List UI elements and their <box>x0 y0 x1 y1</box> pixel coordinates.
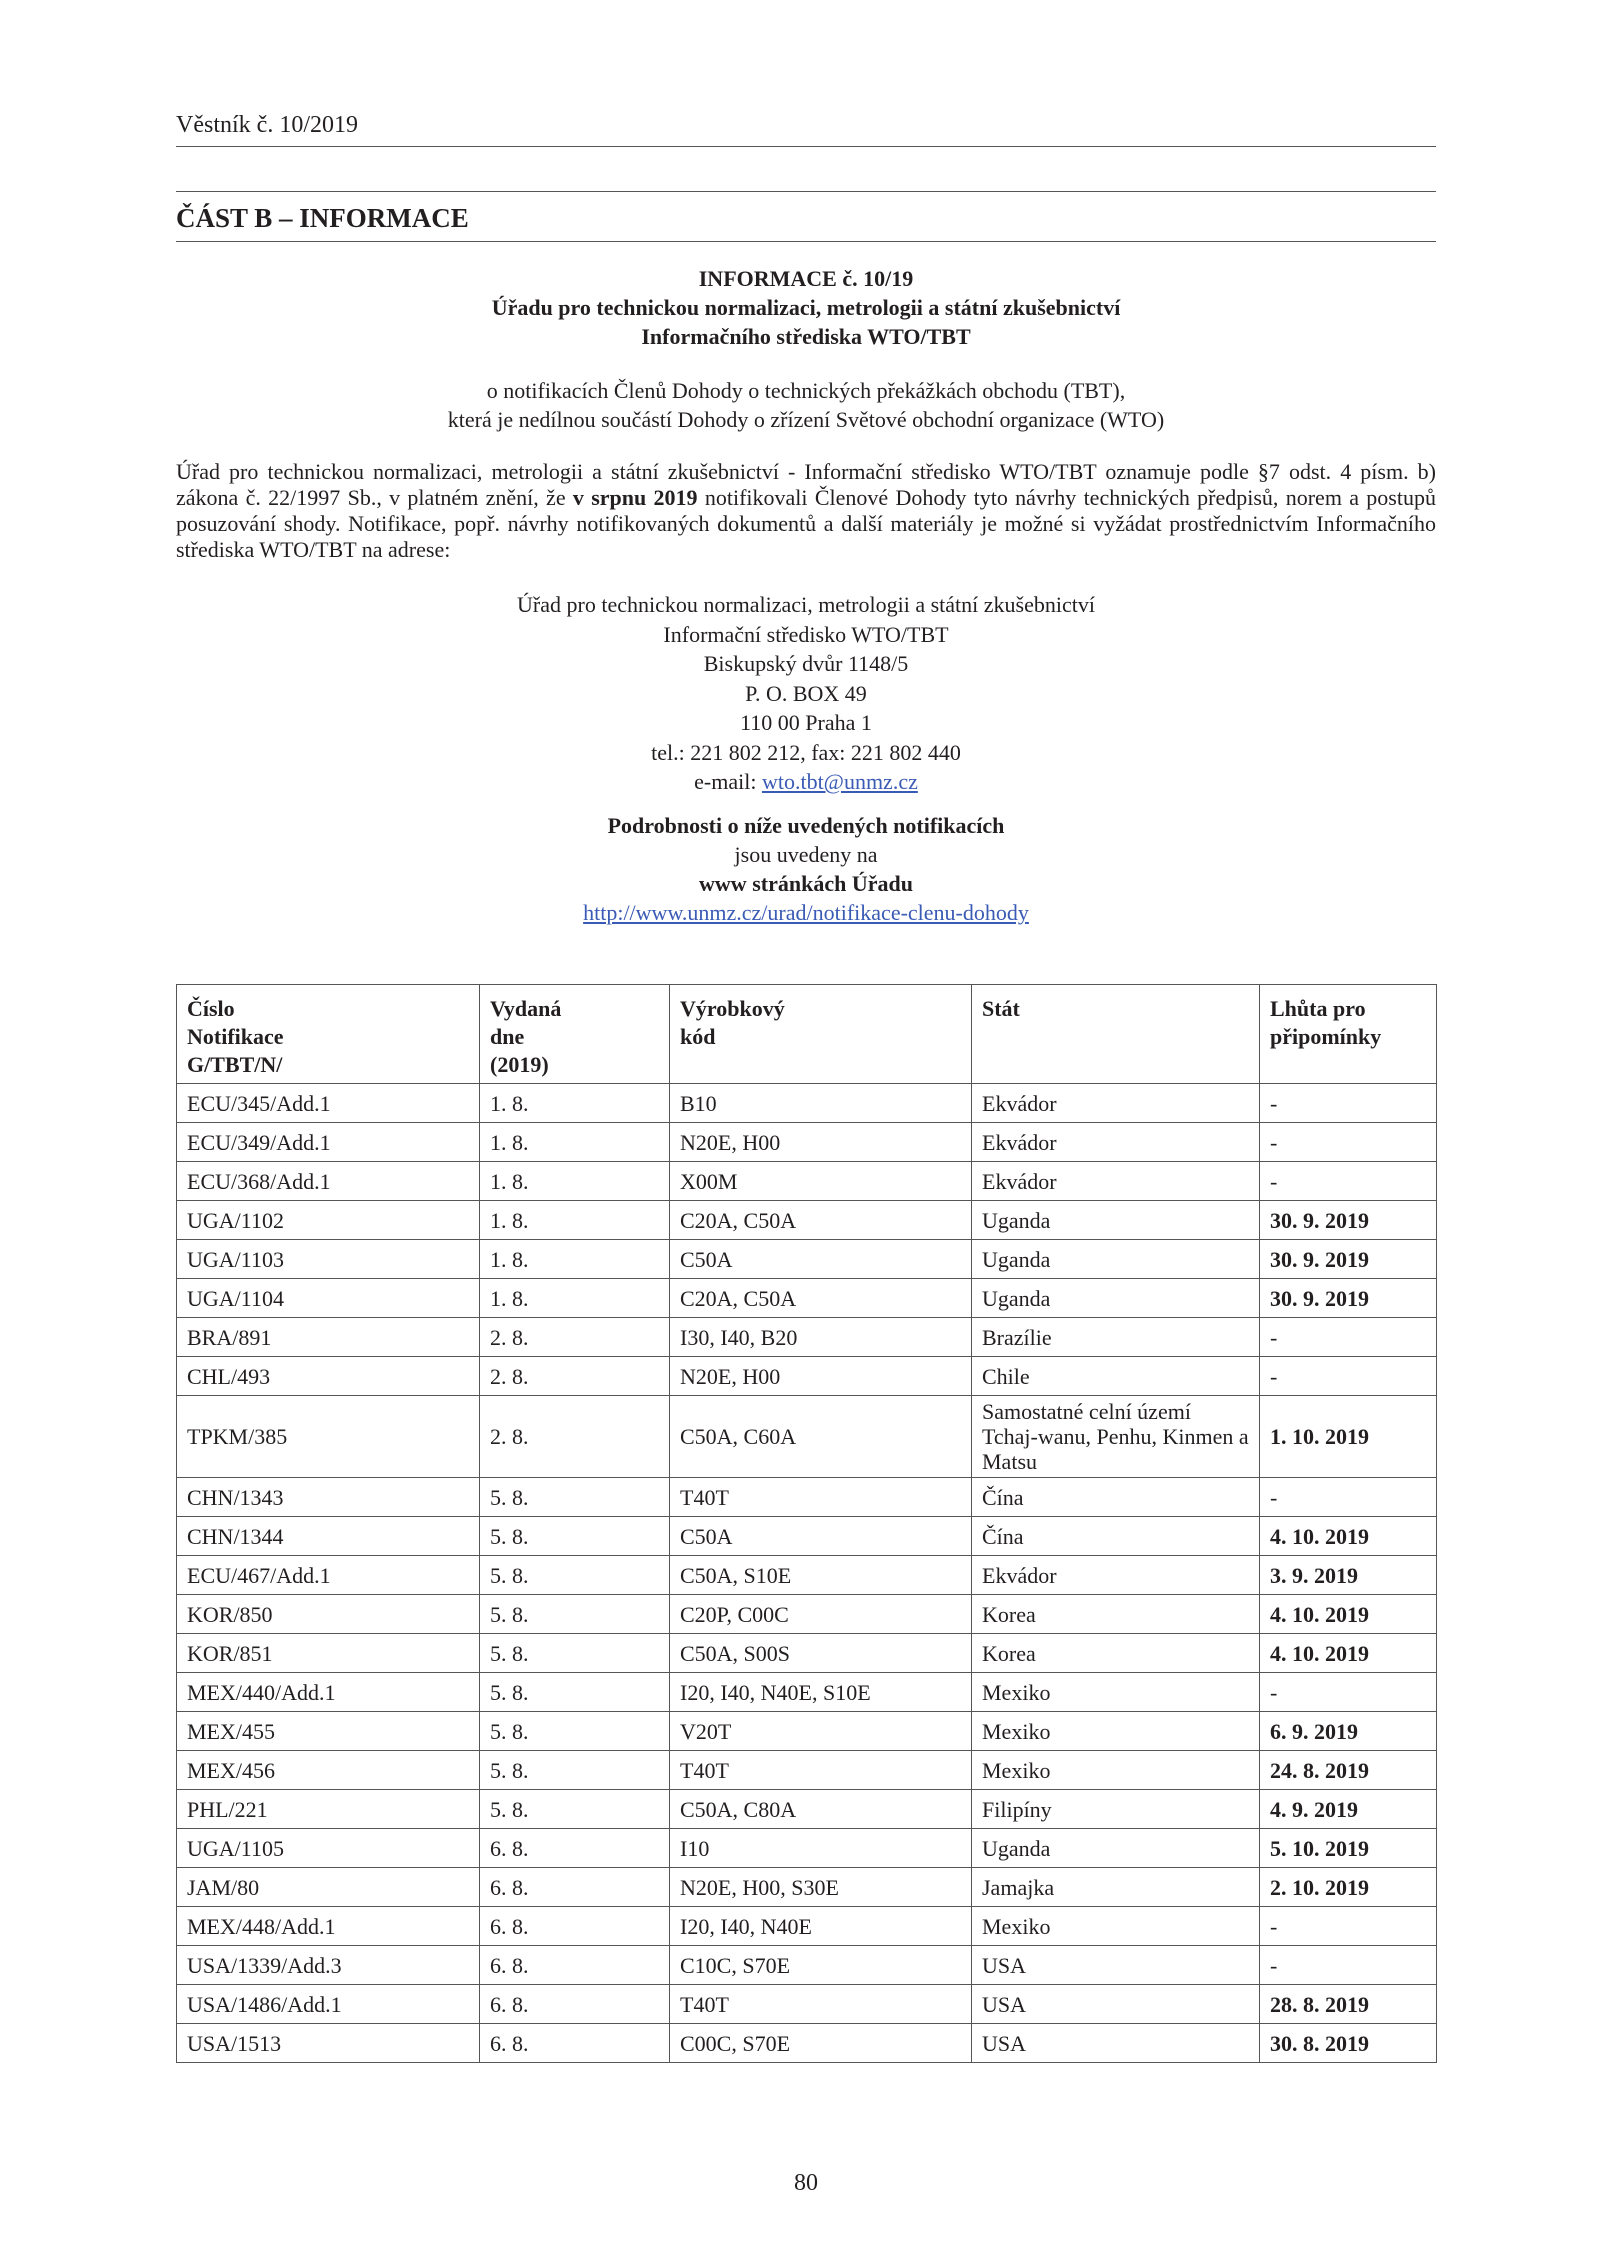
cell-state: Čína <box>972 1517 1260 1556</box>
cell-issued-date: 6. 8. <box>480 1829 670 1868</box>
cell-product-code: I20, I40, N40E, S10E <box>670 1673 972 1712</box>
cell-product-code: I20, I40, N40E <box>670 1907 972 1946</box>
section-rule-bottom <box>176 241 1436 242</box>
header-line: připomínky <box>1270 1024 1382 1049</box>
cell-state: Mexiko <box>972 1712 1260 1751</box>
cell-comment-deadline: - <box>1260 1357 1437 1396</box>
table-row <box>177 1279 1437 1318</box>
cell-notification-number: JAM/80 <box>177 1868 480 1907</box>
cell-notification-number: TPKM/385 <box>177 1396 480 1478</box>
intro-text: Úřad pro technickou normalizaci, metrologii a státní zkušebnictví - Informační středisko WTO/TBT oznamuje podle §7 odst. 4 písm. b) zákona č. 22/1997 Sb., v platném znění, že <box>176 459 1436 510</box>
cell-issued-date: 5. 8. <box>480 1478 670 1517</box>
cell-comment-deadline: 4. 10. 2019 <box>1260 1634 1437 1673</box>
cell-notification-number: CHN/1343 <box>177 1478 480 1517</box>
cell-issued-date: 2. 8. <box>480 1318 670 1357</box>
cell-product-code: V20T <box>670 1712 972 1751</box>
cell-notification-number: UGA/1103 <box>177 1240 480 1279</box>
table-row <box>177 1084 1437 1123</box>
page-number: 80 <box>794 2170 818 2196</box>
cell-issued-date: 6. 8. <box>480 1868 670 1907</box>
cell-issued-date: 5. 8. <box>480 1673 670 1712</box>
address-line: tel.: 221 802 212, fax: 221 802 440 <box>651 739 961 765</box>
cell-issued-date: 6. 8. <box>480 1985 670 2024</box>
cell-comment-deadline: 28. 8. 2019 <box>1260 1985 1437 2024</box>
cell-product-code: T40T <box>670 1478 972 1517</box>
section-rule-top <box>176 191 1436 192</box>
cell-product-code: C50A, C80A <box>670 1790 972 1829</box>
header-line: dne <box>490 1024 525 1049</box>
cell-product-code: C50A, S00S <box>670 1634 972 1673</box>
cell-comment-deadline: 3. 9. 2019 <box>1260 1556 1437 1595</box>
header-line: Číslo <box>187 996 235 1021</box>
email-link[interactable]: wto.tbt@unmz.cz <box>761 769 918 794</box>
table-row <box>177 1907 1437 1946</box>
table-row <box>177 1946 1437 1985</box>
cell-comment-deadline: 30. 9. 2019 <box>1260 1240 1437 1279</box>
cell-comment-deadline: - <box>1260 1162 1437 1201</box>
cell-state: USA <box>972 1946 1260 1985</box>
cell-comment-deadline: 2. 10. 2019 <box>1260 1868 1437 1907</box>
header-product-code <box>670 985 972 1084</box>
info-office: Úřadu pro technickou normalizaci, metrologii a státní zkušebnictví <box>491 295 1121 320</box>
address-line: 110 00 Praha 1 <box>740 710 872 735</box>
cell-issued-date: 5. 8. <box>480 1790 670 1829</box>
cell-product-code: T40T <box>670 1751 972 1790</box>
cell-state: Mexiko <box>972 1673 1260 1712</box>
cell-state: Mexiko <box>972 1907 1260 1946</box>
cell-issued-date: 5. 8. <box>480 1556 670 1595</box>
cell-product-code: C20A, C50A <box>670 1279 972 1318</box>
cell-comment-deadline: 4. 10. 2019 <box>1260 1517 1437 1556</box>
cell-issued-date: 1. 8. <box>480 1162 670 1201</box>
table-row <box>177 1790 1437 1829</box>
cell-notification-number: MEX/440/Add.1 <box>177 1673 480 1712</box>
address-line: Informační středisko WTO/TBT <box>663 621 949 647</box>
table-row <box>177 2024 1437 2063</box>
header-line: Výrobkový <box>680 996 785 1021</box>
cell-product-code: C20A, C50A <box>670 1201 972 1240</box>
table-row <box>177 1162 1437 1201</box>
cell-product-code: C00C, S70E <box>670 2024 972 2063</box>
table-row <box>177 1634 1437 1673</box>
info-subtitle-line: o notifikacích Členů Dohody o technických překážkách obchodu (TBT), <box>486 378 1126 403</box>
table-body <box>177 1084 1437 2063</box>
cell-notification-number: UGA/1105 <box>177 1829 480 1868</box>
cell-state: Korea <box>972 1634 1260 1673</box>
cell-comment-deadline: 4. 10. 2019 <box>1260 1595 1437 1634</box>
cell-comment-deadline: 30. 9. 2019 <box>1260 1201 1437 1240</box>
cell-notification-number: ECU/349/Add.1 <box>177 1123 480 1162</box>
cell-product-code: I30, I40, B20 <box>670 1318 972 1357</box>
table-row <box>177 1517 1437 1556</box>
table-row <box>177 1751 1437 1790</box>
table-row <box>177 1829 1437 1868</box>
table-row <box>177 1673 1437 1712</box>
table-row <box>177 1201 1437 1240</box>
cell-state: Samostatné celní území Tchaj-wanu, Penhu, Kinmen a Matsu <box>972 1396 1260 1478</box>
intro-paragraph <box>176 459 1436 563</box>
cell-notification-number: USA/1339/Add.3 <box>177 1946 480 1985</box>
cell-state: Ekvádor <box>972 1123 1260 1162</box>
cell-comment-deadline: - <box>1260 1084 1437 1123</box>
cell-notification-number: MEX/448/Add.1 <box>177 1907 480 1946</box>
cell-product-code: C50A <box>670 1517 972 1556</box>
cell-issued-date: 5. 8. <box>480 1595 670 1634</box>
cell-notification-number: ECU/345/Add.1 <box>177 1084 480 1123</box>
cell-product-code: C50A, S10E <box>670 1556 972 1595</box>
cell-issued-date: 1. 8. <box>480 1279 670 1318</box>
cell-product-code: C20P, C00C <box>670 1595 972 1634</box>
table-row <box>177 1595 1437 1634</box>
cell-product-code: X00M <box>670 1162 972 1201</box>
details-text: jsou uvedeny na <box>734 842 878 867</box>
details-web: www stránkách Úřadu <box>699 871 913 896</box>
header-comment-deadline <box>1260 985 1437 1084</box>
cell-issued-date: 6. 8. <box>480 1907 670 1946</box>
cell-notification-number: BRA/891 <box>177 1318 480 1357</box>
cell-comment-deadline: - <box>1260 1478 1437 1517</box>
header-issued-date <box>480 985 670 1084</box>
cell-product-code: C50A <box>670 1240 972 1279</box>
table-row <box>177 1985 1437 2024</box>
details-block <box>176 811 1436 927</box>
cell-comment-deadline: 30. 8. 2019 <box>1260 2024 1437 2063</box>
cell-product-code: N20E, H00 <box>670 1123 972 1162</box>
info-heading <box>176 264 1436 351</box>
cell-notification-number: KOR/850 <box>177 1595 480 1634</box>
cell-notification-number: MEX/455 <box>177 1712 480 1751</box>
cell-notification-number: PHL/221 <box>177 1790 480 1829</box>
header-rule <box>176 146 1436 147</box>
cell-state: Ekvádor <box>972 1162 1260 1201</box>
cell-issued-date: 5. 8. <box>480 1634 670 1673</box>
header-line: kód <box>680 1024 716 1049</box>
header-line: G/TBT/N/ <box>187 1052 283 1077</box>
notification-table <box>176 984 1437 2063</box>
info-centre: Informačního střediska WTO/TBT <box>641 324 971 349</box>
cell-notification-number: MEX/456 <box>177 1751 480 1790</box>
cell-issued-date: 5. 8. <box>480 1712 670 1751</box>
cell-issued-date: 6. 8. <box>480 1946 670 1985</box>
cell-product-code: C10C, S70E <box>670 1946 972 1985</box>
info-subtitle-line: která je nedílnou součástí Dohody o zřízení Světové obchodní organizace (WTO) <box>447 407 1165 432</box>
cell-notification-number: UGA/1104 <box>177 1279 480 1318</box>
header-line: (2019) <box>490 1052 549 1077</box>
cell-state: Ekvádor <box>972 1556 1260 1595</box>
cell-state: Uganda <box>972 1240 1260 1279</box>
cell-notification-number: USA/1513 <box>177 2024 480 2063</box>
cell-product-code: B10 <box>670 1084 972 1123</box>
cell-state: Filipíny <box>972 1790 1260 1829</box>
cell-state: USA <box>972 1985 1260 2024</box>
header-notification-number <box>177 985 480 1084</box>
email-line <box>176 767 1436 797</box>
table-row <box>177 1318 1437 1357</box>
cell-comment-deadline: 4. 9. 2019 <box>1260 1790 1437 1829</box>
header-line: Notifikace <box>187 1024 284 1049</box>
cell-issued-date: 2. 8. <box>480 1357 670 1396</box>
cell-product-code: I10 <box>670 1829 972 1868</box>
cell-state: Uganda <box>972 1279 1260 1318</box>
cell-state: Uganda <box>972 1829 1260 1868</box>
cell-comment-deadline: - <box>1260 1946 1437 1985</box>
cell-product-code: C50A, C60A <box>670 1396 972 1478</box>
cell-notification-number: ECU/467/Add.1 <box>177 1556 480 1595</box>
cell-issued-date: 6. 8. <box>480 2024 670 2063</box>
running-header: Věstník č. 10/2019 <box>176 112 358 138</box>
cell-comment-deadline: 1. 10. 2019 <box>1260 1396 1437 1478</box>
cell-comment-deadline: 24. 8. 2019 <box>1260 1751 1437 1790</box>
address-line: Biskupský dvůr 1148/5 <box>703 651 909 676</box>
intro-text: notifikovali Členové Dohody tyto návrhy technických předpisů, norem a postupů posuzování shody. Notifikace, popř. návrhy notifikovaných dokumentů a další materiály je možné si vyžádat prostřednictvím Informačního střediska WTO/TBT na adrese: <box>176 485 1436 562</box>
address-line: P. O. BOX 49 <box>745 680 867 706</box>
cell-state: Chile <box>972 1357 1260 1396</box>
details-heading: Podrobnosti o níže uvedených notifikacích <box>607 813 1005 838</box>
cell-notification-number: ECU/368/Add.1 <box>177 1162 480 1201</box>
cell-comment-deadline: - <box>1260 1123 1437 1162</box>
cell-issued-date: 1. 8. <box>480 1123 670 1162</box>
table-row <box>177 1868 1437 1907</box>
cell-notification-number: CHL/493 <box>177 1357 480 1396</box>
header-state <box>972 985 1260 1084</box>
cell-comment-deadline: - <box>1260 1907 1437 1946</box>
cell-comment-deadline: - <box>1260 1673 1437 1712</box>
table-row <box>177 1478 1437 1517</box>
details-url-link[interactable]: http://www.unmz.cz/urad/notifikace-clenu-dohody <box>583 900 1029 925</box>
table-row <box>177 1556 1437 1595</box>
cell-issued-date: 2. 8. <box>480 1396 670 1478</box>
cell-issued-date: 1. 8. <box>480 1240 670 1279</box>
cell-state: Čína <box>972 1478 1260 1517</box>
cell-notification-number: KOR/851 <box>177 1634 480 1673</box>
cell-state: Uganda <box>972 1201 1260 1240</box>
cell-issued-date: 1. 8. <box>480 1201 670 1240</box>
cell-comment-deadline: 6. 9. 2019 <box>1260 1712 1437 1751</box>
address-block <box>176 590 1436 797</box>
cell-state: USA <box>972 2024 1260 2063</box>
info-subtitle <box>176 376 1436 434</box>
table-row <box>177 1396 1437 1478</box>
cell-state: Jamajka <box>972 1868 1260 1907</box>
cell-product-code: N20E, H00, S30E <box>670 1868 972 1907</box>
header-line: Stát <box>982 996 1020 1021</box>
cell-product-code: N20E, H00 <box>670 1357 972 1396</box>
table-row <box>177 1712 1437 1751</box>
cell-issued-date: 5. 8. <box>480 1517 670 1556</box>
info-title: INFORMACE č. 10/19 <box>698 266 914 291</box>
cell-issued-date: 1. 8. <box>480 1084 670 1123</box>
cell-comment-deadline: - <box>1260 1318 1437 1357</box>
header-line: Vydaná <box>490 996 562 1021</box>
table-row <box>177 1357 1437 1396</box>
cell-state: Mexiko <box>972 1751 1260 1790</box>
cell-notification-number: CHN/1344 <box>177 1517 480 1556</box>
email-label: e-mail: <box>694 769 762 794</box>
cell-comment-deadline: 5. 10. 2019 <box>1260 1829 1437 1868</box>
cell-comment-deadline: 30. 9. 2019 <box>1260 1279 1437 1318</box>
cell-state: Korea <box>972 1595 1260 1634</box>
cell-notification-number: UGA/1102 <box>177 1201 480 1240</box>
section-title: ČÁST B – INFORMACE <box>176 203 469 233</box>
table-header-row <box>177 985 1437 1084</box>
table-row <box>177 1240 1437 1279</box>
cell-state: Ekvádor <box>972 1084 1260 1123</box>
address-line: Úřad pro technickou normalizaci, metrologii a státní zkušebnictví <box>517 592 1095 617</box>
intro-bold-period: v srpnu 2019 <box>572 485 698 510</box>
cell-state: Brazílie <box>972 1318 1260 1357</box>
cell-notification-number: USA/1486/Add.1 <box>177 1985 480 2024</box>
cell-issued-date: 5. 8. <box>480 1751 670 1790</box>
table-row <box>177 1123 1437 1162</box>
header-line: Lhůta pro <box>1270 996 1366 1021</box>
cell-product-code: T40T <box>670 1985 972 2024</box>
